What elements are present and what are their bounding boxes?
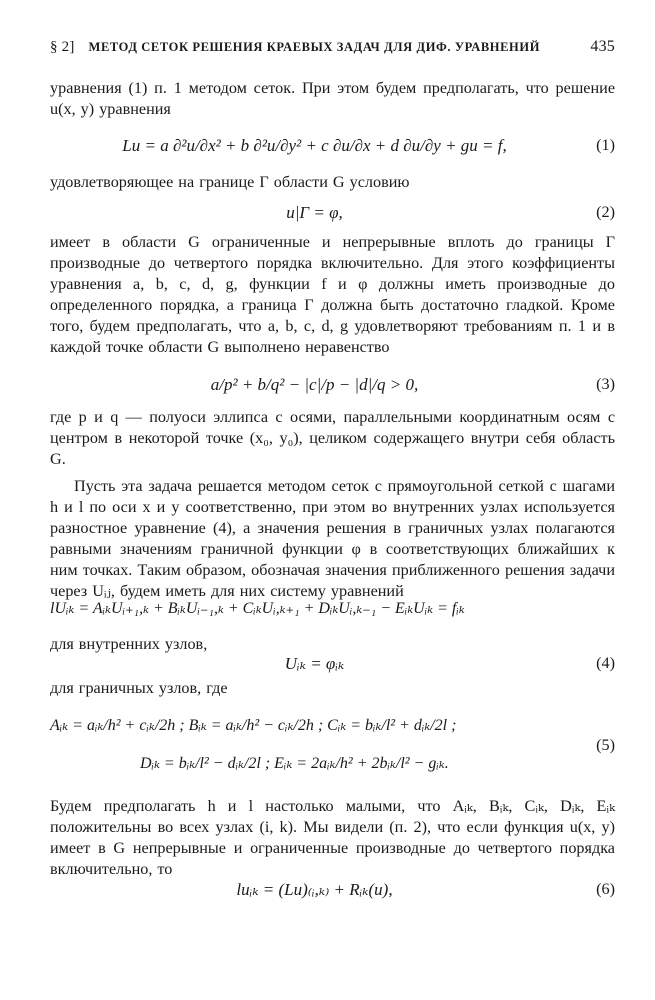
paragraph-7: для граничных узлов, где xyxy=(50,679,228,697)
equation-1 xyxy=(50,130,615,160)
equation-4 xyxy=(50,648,615,678)
equation-3 xyxy=(50,369,615,399)
equation-2-number: (2) xyxy=(596,202,615,221)
equation-6 xyxy=(50,874,615,904)
equation-5-line-2: Dᵢₖ = bᵢₖ/l² − dᵢₖ/2l ; Eᵢₖ = 2aᵢₖ/h² + 2bᵢₖ/l² − gᵢₖ. xyxy=(140,755,449,772)
equation-6-number: (6) xyxy=(596,879,615,898)
equation-3-body: a/p² + b/q² − |c|/p − |d|/q > 0, xyxy=(210,374,419,394)
equation-4-number: (4) xyxy=(596,653,615,672)
paragraph-2: удовлетворяющее на границе Γ области G условию xyxy=(50,173,410,191)
equation-5-number: (5) xyxy=(596,735,615,754)
paragraph-5: Пусть эта задача решается методом сеток с прямоугольной сеткой с шагами h и l по оси x и y соответственно, при этом во внутренних узлах используется разностное уравнение (4), а значения решения в граничных узлах полагаются равными значениям граничной функции φ в соответствующих ближайших к ним точках. Таким образом, обозначая значения приближенного решения задачи через Uᵢⱼ, будем иметь для них систему уравнений xyxy=(50,477,615,600)
equation-5-body xyxy=(50,707,579,783)
equation-3-number: (3) xyxy=(596,374,615,393)
equation-2 xyxy=(50,197,615,227)
paragraph-4: где p и q — полуоси эллипса с осями, параллельными координатным осям с центром в некоторой точке (x₀, y₀), целиком содержащего внутри себя область G. xyxy=(50,408,615,468)
section-marker: § 2] xyxy=(50,39,75,55)
equation-system xyxy=(50,593,615,623)
equation-4-body: Uᵢₖ = φᵢₖ xyxy=(284,653,345,673)
page-number: 435 xyxy=(590,38,615,55)
paragraph-3: имеет в области G ограниченные и непрерывные вплоть до границы Γ производные до четвертого порядка включительно. Для этого коэффициенты уравнения a, b, c, d, g, функции f и φ должны иметь производные до определенного порядка, а граница Γ должна быть достаточно гладкой. Кроме того, будем предполагать, что a, b, c, d, g удовлетворяют требованиям п. 1 и в каждой точке области G выполнено неравенство xyxy=(50,233,615,356)
equation-6-body: luᵢₖ = (Lu)₍ᵢ,ₖ₎ + Rᵢₖ(u), xyxy=(236,879,393,899)
equation-5 xyxy=(50,705,615,785)
equation-5-line-1: Aᵢₖ = aᵢₖ/h² + cᵢₖ/2h ; Bᵢₖ = aᵢₖ/h² − cᵢₖ/2h ; Cᵢₖ = bᵢₖ/l² + dᵢₖ/2l ; xyxy=(50,717,457,734)
paragraph-8: Будем предполагать h и l настолько малыми, что Aᵢₖ, Bᵢₖ, Cᵢₖ, Dᵢₖ, Eᵢₖ положительны во всех узлах (i, k). Мы видели (п. 2), что если функция u(x, y) имеет в G непрерывные и ограниченные производные до четвертого порядка включительно, то xyxy=(50,797,615,878)
equation-1-body: Lu = a ∂²u/∂x² + b ∂²u/∂y² + c ∂u/∂x + d ∂u/∂y + gu = f, xyxy=(122,135,507,155)
equation-2-body: u|Γ = φ, xyxy=(286,202,343,222)
paragraph-1: уравнения (1) п. 1 методом сеток. При этом будем предполагать, что решение u(x, y) уравнения xyxy=(50,79,615,118)
running-header xyxy=(50,36,615,58)
equation-system-body: lUᵢₖ = AᵢₖUᵢ₊₁,ₖ + BᵢₖUᵢ₋₁,ₖ + CᵢₖUᵢ,ₖ₊₁ + DᵢₖUᵢ,ₖ₋₁ − EᵢₖUᵢₖ = fᵢₖ xyxy=(50,599,465,617)
running-title: МЕТОД СЕТОК РЕШЕНИЯ КРАЕВЫХ ЗАДАЧ ДЛЯ ДИФ. УРАВНЕНИЙ xyxy=(88,40,541,54)
paragraph-6: для внутренних узлов, xyxy=(50,635,208,653)
equation-1-number: (1) xyxy=(596,135,615,154)
